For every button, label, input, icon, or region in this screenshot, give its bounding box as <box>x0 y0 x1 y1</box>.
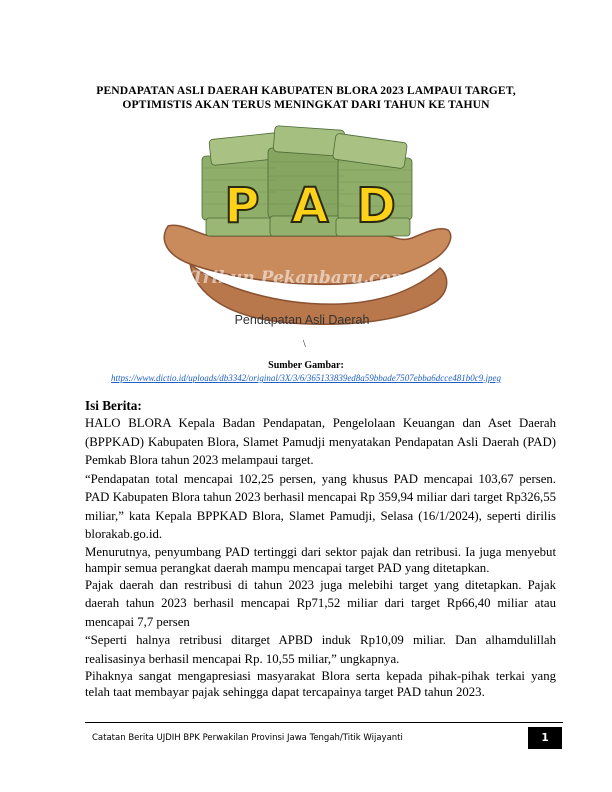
article-title <box>70 84 542 112</box>
page-number: 1 <box>528 727 562 749</box>
article-heading: Isi Berita: <box>85 398 142 413</box>
pad-letters <box>224 178 396 234</box>
image-watermark: Tribun Pekanbaru.com <box>191 268 409 288</box>
paragraph-5: “Seperti halnya retribusi ditarget APBD induk Rp10,09 miliar. Dan alhamdulillah realisasinya berhasil mencapai Rp. 10,55 miliar,” ungkapnya. <box>85 633 556 666</box>
pad-letter-a: A <box>291 178 329 234</box>
footer-divider <box>85 722 563 723</box>
paragraph-3: Menurutnya, penyumbang PAD tertinggi dari sektor pajak dan retribusi. Ia juga menyebut hampir semua perangkat daerah mampu mencapai target PAD yang ditetapkan. <box>85 544 556 575</box>
source-label: Sumber Gambar: <box>268 360 344 371</box>
paragraph-4: Pajak daerah dan restribusi di tahun 2023 juga melebihi target yang ditetapkan. Pajak daerah tahun 2023 berhasil mencapai Rp71,52 miliar dari target Rp66,40 miliar atau mencapai 7,7 persen <box>85 577 556 629</box>
stray-backslash: \ <box>303 339 306 350</box>
paragraph-1: HALO BLORA Kepala Badan Pendapatan, Pengelolaan Keuangan dan Aset Daerah (BPPKAD) Kabupaten Blora, Slamet Pamudji menyatakan Pendapatan Asli Daerah (PAD) Pemkab Blora tahun 2023 melampaui target. <box>85 416 556 467</box>
title-line-2: OPTIMISTIS AKAN TERUS MENINGKAT DARI TAHUN KE TAHUN <box>122 98 490 111</box>
article-body <box>85 414 556 700</box>
pad-letter-d: D <box>356 178 396 234</box>
image-caption: Pendapatan Asli Daerah <box>234 313 370 327</box>
pad-letter-p: P <box>224 178 260 234</box>
paragraph-2: “Pendapatan total mencapai 102,25 persen, yang khusus PAD mencapai 103,67 persen. PAD Kabupaten Blora tahun 2023 berhasil mencapai Rp 359,94 miliar dari target Rp326,55 miliar,” kata Kepala BPPKAD Blora, Slamet Pamudji, Selasa (16/1/2024), seperti dirilis blorakab.go.id. <box>85 471 556 541</box>
title-line-1: PENDAPATAN ASLI DAERAH KABUPATEN BLORA 2023 LAMPAUI TARGET, <box>96 84 516 97</box>
footer-text: Catatan Berita UJDIH BPK Perwakilan Provinsi Jawa Tengah/Titik Wijayanti <box>92 733 403 743</box>
pad-illustration <box>150 118 462 340</box>
paragraph-6: Pihaknya sangat mengapresiasi masyarakat Blora serta kepada pihak-pihak terkai yang telah taat membayar pajak sehingga dapat tercapainya target PAD tahun 2023. <box>85 669 556 699</box>
source-link[interactable]: https://www.dictio.id/uploads/db3342/original/3X/3/6/365133839ed8a59bbade7507ebba6dcce481b0c9.jpeg <box>110 373 502 383</box>
